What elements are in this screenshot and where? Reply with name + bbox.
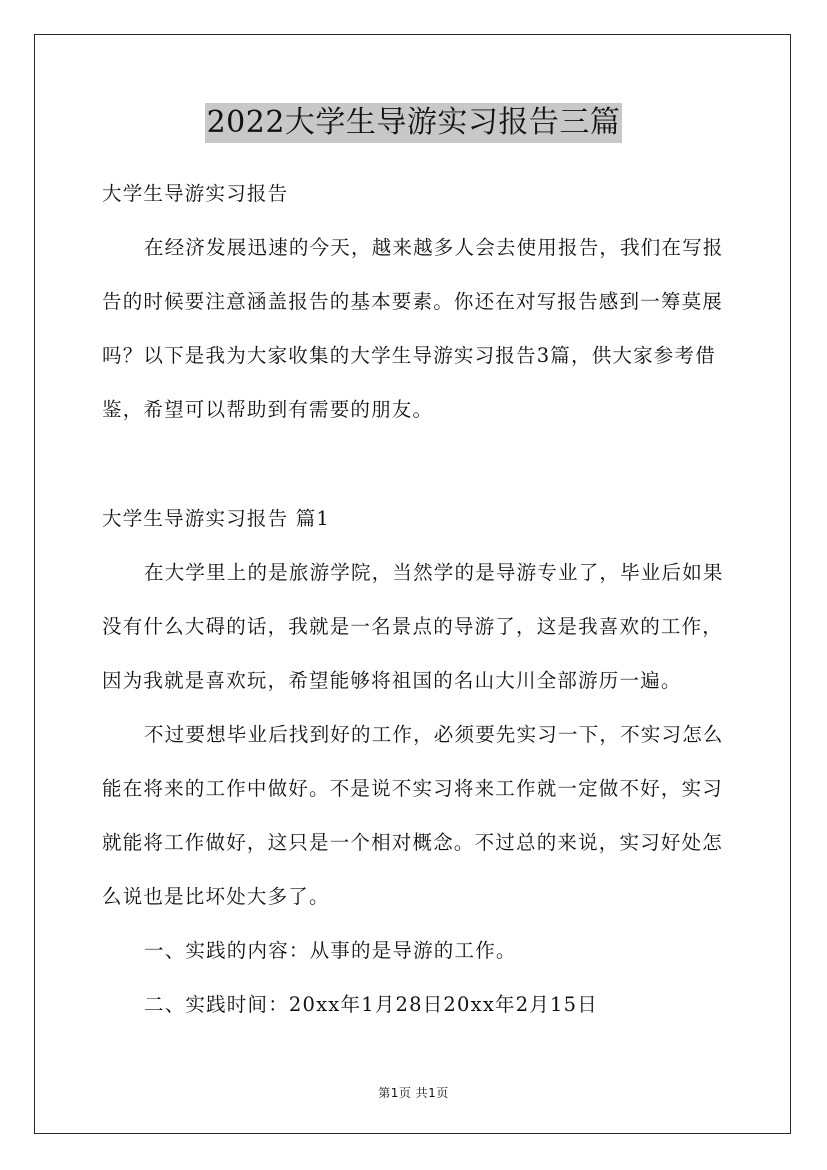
subtitle: 大学生导游实习报告	[102, 182, 289, 205]
title-container	[0, 103, 827, 143]
practice-content-item: 一、实践的内容：从事的是导游的工作。	[144, 939, 517, 962]
section-heading: 大学生导游实习报告 篇1	[102, 507, 331, 530]
para2-line-4: 么说也是比坏处大多了。	[102, 885, 330, 908]
para1-line-3: 因为我就是喜欢玩，希望能够将祖国的名山大川全部游历一遍。	[102, 669, 682, 692]
intro-line-4: 鉴，希望可以帮助到有需要的朋友。	[102, 398, 434, 421]
para2-line-3: 就能将工作做好，这只是一个相对概念。不过总的来说，实习好处怎	[102, 831, 724, 854]
intro-line-1: 在经济发展迅速的今天，越来越多人会去使用报告，我们在写报	[144, 236, 724, 259]
intro-line-3: 吗？以下是我为大家收集的大学生导游实习报告3篇，供大家参考借	[102, 344, 716, 367]
document-title: 2022大学生导游实习报告三篇	[205, 103, 623, 143]
practice-time-item: 二、实践时间：20xx年1月28日20xx年2月15日	[144, 993, 598, 1016]
para1-line-1: 在大学里上的是旅游学院，当然学的是导游专业了，毕业后如果	[144, 561, 724, 584]
para1-line-2: 没有什么大碍的话，我就是一名景点的导游了，这是我喜欢的工作，	[102, 615, 724, 638]
para2-line-2: 能在将来的工作中做好。不是说不实习将来工作就一定做不好，实习	[102, 777, 724, 800]
page-number: 第1页 共1页	[378, 1086, 449, 1100]
para2-line-1: 不过要想毕业后找到好的工作，必须要先实习一下，不实习怎么	[144, 723, 724, 746]
intro-line-2: 告的时候要注意涵盖报告的基本要素。你还在对写报告感到一筹莫展	[102, 290, 724, 313]
